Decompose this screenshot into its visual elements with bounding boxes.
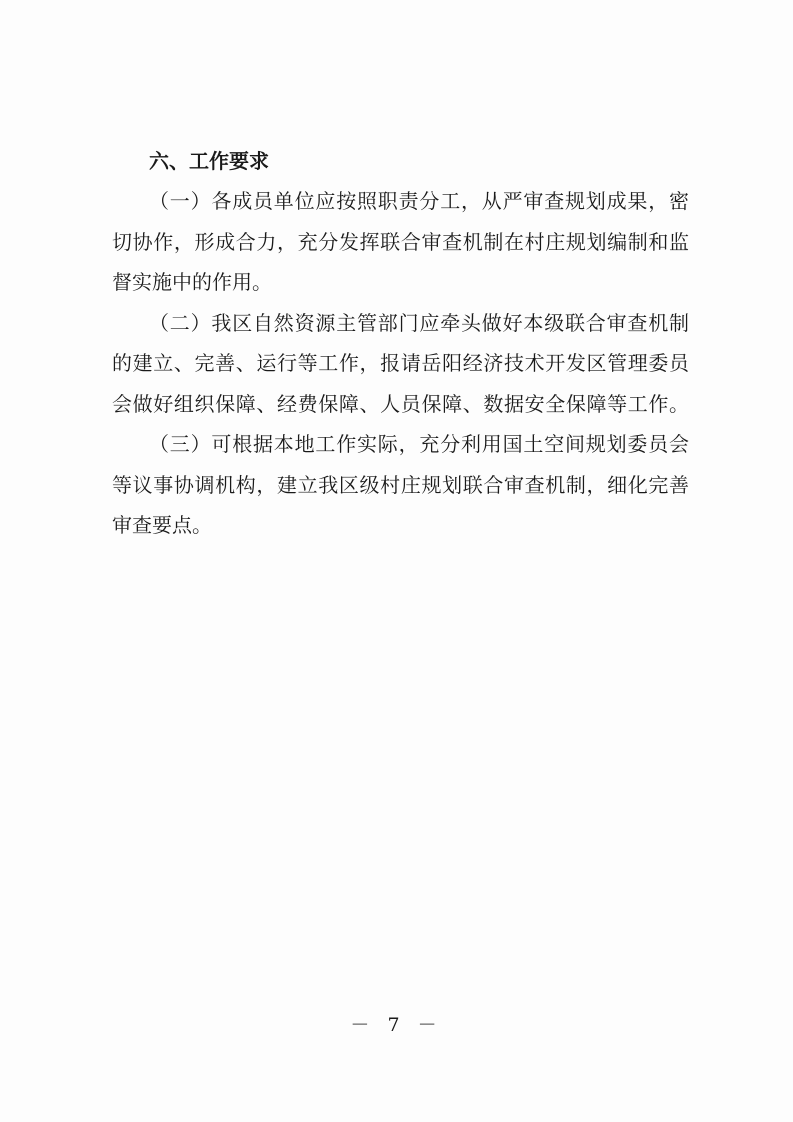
paragraph-2-line-2: 的建立、完善、运行等工作，报请岳阳经济技术开发区管理委员 <box>112 351 689 375</box>
paragraph-3-line-1: （三）可根据本地工作实际，充分利用国土空间规划委员会 <box>149 432 689 456</box>
paragraph-2-line-3: 会做好组织保障、经费保障、人员保障、数据安全保障等工作。 <box>112 392 689 416</box>
paragraph-1-line-1: （一）各成员单位应按照职责分工，从严审查规划成果，密 <box>149 189 689 213</box>
paragraph-2-line-1: （二）我区自然资源主管部门应牵头做好本级联合审查机制 <box>149 311 689 335</box>
page-number: － 7 － <box>350 1014 443 1036</box>
paragraph-1-line-3: 督实施中的作用。 <box>112 270 272 294</box>
paragraph-3-line-3: 审查要点。 <box>112 513 212 537</box>
section-heading: 六、工作要求 <box>149 149 269 173</box>
paragraph-1-line-2: 切协作，形成合力，充分发挥联合审查机制在村庄规划编制和监 <box>112 230 689 254</box>
paragraph-3-line-2: 等议事协调机构，建立我区级村庄规划联合审查机制，细化完善 <box>112 473 689 497</box>
